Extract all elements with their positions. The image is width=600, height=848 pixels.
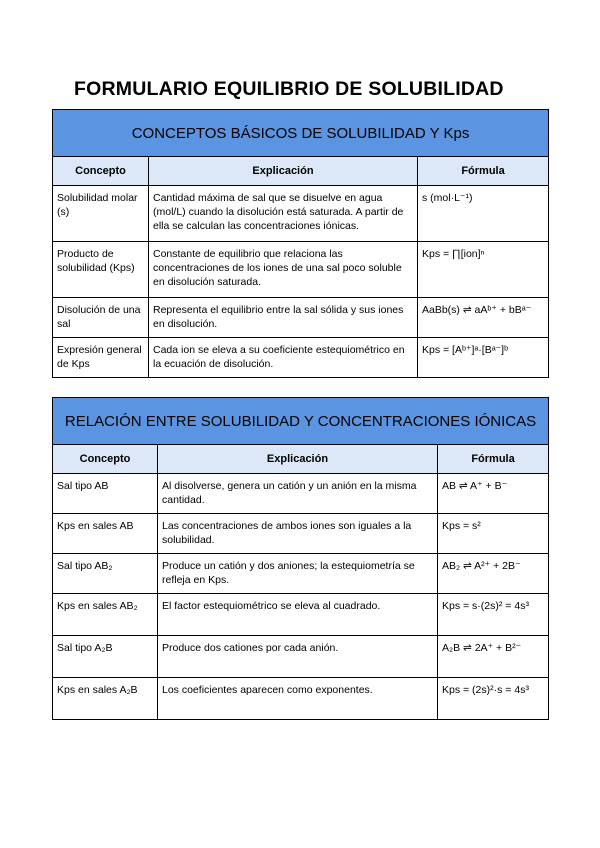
concept-cell: Kps en sales A₂B [53,678,158,720]
formula-cell: AB ⇌ A⁺ + B⁻ [438,474,549,514]
column-header-concepto: Concepto [53,157,149,186]
explanation-cell: El factor estequiométrico se eleva al cuadrado. [158,594,438,636]
page-title: FORMULARIO EQUILIBRIO DE SOLUBILIDAD [74,78,504,100]
column-header-formula: Fórmula [438,445,549,474]
formula-cell: Kps = s² [438,514,549,554]
explanation-cell: Representa el equilibrio entre la sal sólida y sus iones en disolución. [149,298,418,338]
formula-cell: s (mol·L⁻¹) [418,186,549,242]
concept-cell: Disolución de una sal [53,298,149,338]
concept-cell: Sal tipo AB₂ [53,554,158,594]
explanation-cell: Cada ion se eleva a su coeficiente estequiométrico en la ecuación de disolución. [149,338,418,378]
explanation-cell: Produce un catión y dos aniones; la estequiometría se refleja en Kps. [158,554,438,594]
column-header-concepto: Concepto [53,445,158,474]
table-row [53,242,549,298]
table-row [53,186,549,242]
formula-cell: Kps = s·(2s)² = 4s³ [438,594,549,636]
column-header-formula: Fórmula [418,157,549,186]
table-row [53,678,549,720]
table-row [53,636,549,678]
concept-cell: Sal tipo A₂B [53,636,158,678]
explanation-cell: Al disolverse, genera un catión y un anión en la misma cantidad. [158,474,438,514]
formula-cell: Kps = (2s)²·s = 4s³ [438,678,549,720]
concept-cell: Sal tipo AB [53,474,158,514]
explanation-cell: Constante de equilibrio que relaciona las concentraciones de los iones de una sal poco soluble en disolución saturada. [149,242,418,298]
concept-cell: Kps en sales AB₂ [53,594,158,636]
explanation-cell: Produce dos cationes por cada anión. [158,636,438,678]
table-row [53,298,549,338]
concept-cell: Kps en sales AB [53,514,158,554]
formula-cell: Kps = ∏[ion]ⁿ [418,242,549,298]
table-row [53,514,549,554]
table-row [53,338,549,378]
explanation-cell: Los coeficientes aparecen como exponentes. [158,678,438,720]
concept-cell: Expresión general de Kps [53,338,149,378]
explanation-cell: Las concentraciones de ambos iones son iguales a la solubilidad. [158,514,438,554]
formula-cell: A₂B ⇌ 2A⁺ + B²⁻ [438,636,549,678]
basic-concepts-table [52,109,549,378]
table-row [53,554,549,594]
concept-cell: Producto de solubilidad (Kps) [53,242,149,298]
table-heading: CONCEPTOS BÁSICOS DE SOLUBILIDAD Y Kps [53,110,549,157]
table-row [53,474,549,514]
column-header-explicacion: Explicación [149,157,418,186]
table-heading: RELACIÓN ENTRE SOLUBILIDAD Y CONCENTRACIONES IÓNICAS [53,398,549,445]
explanation-cell: Cantidad máxima de sal que se disuelve en agua (mol/L) cuando la disolución está saturada. A partir de ella se calculan las concentraciones iónicas. [149,186,418,242]
formula-cell: Kps = [Aᵇ⁺]ᵃ·[Bᵃ⁻]ᵇ [418,338,549,378]
column-header-explicacion: Explicación [158,445,438,474]
solubility-relation-table [52,397,549,720]
formula-cell: AB₂ ⇌ A²⁺ + 2B⁻ [438,554,549,594]
table-row [53,594,549,636]
formula-cell: AaBb(s) ⇌ aAᵇ⁺ + bBᵃ⁻ [418,298,549,338]
concept-cell: Solubilidad molar (s) [53,186,149,242]
